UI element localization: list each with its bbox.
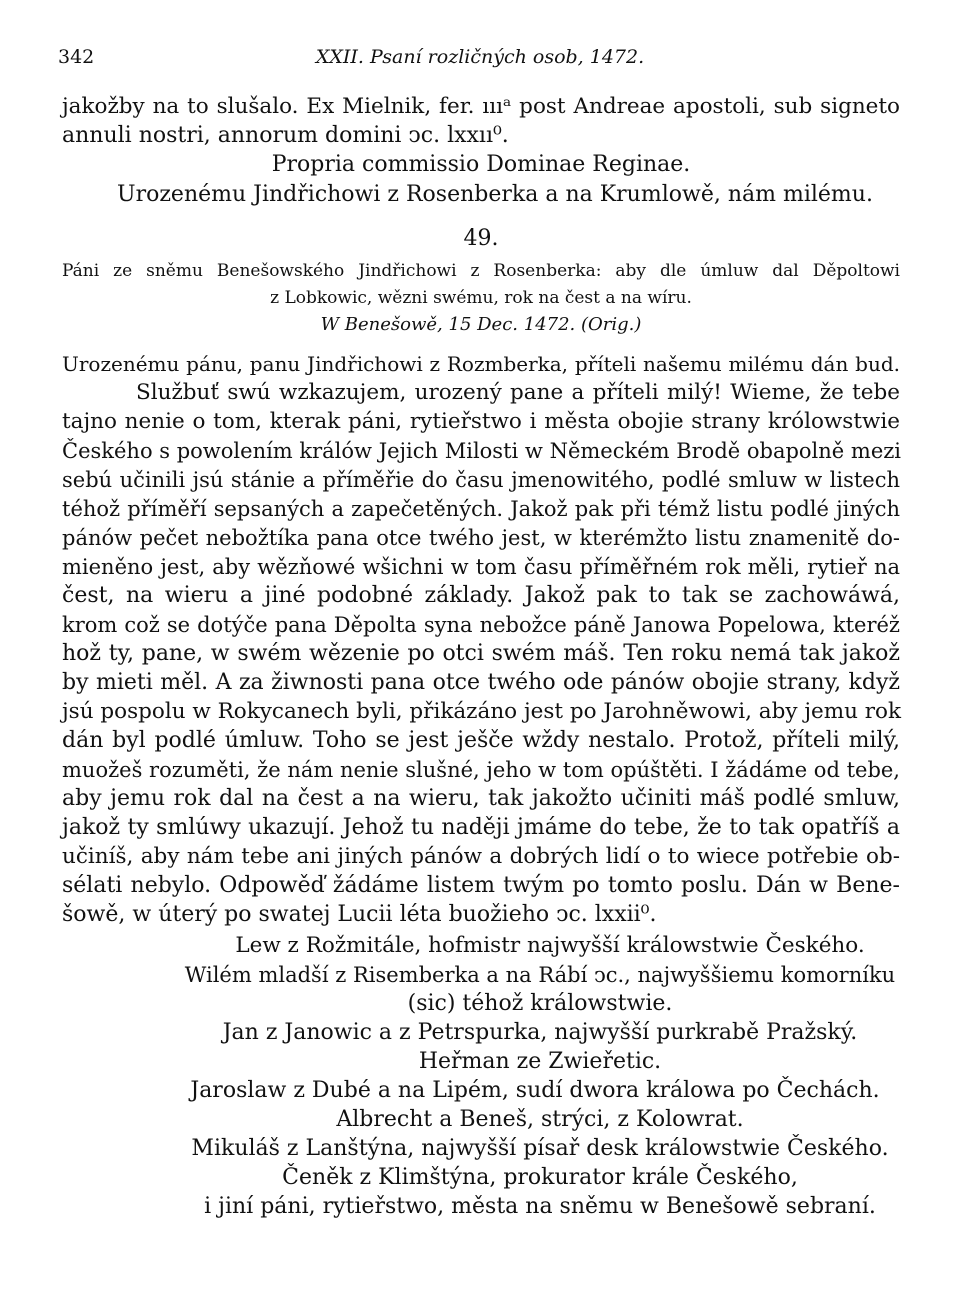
- body-line: učiníš, aby nám tebe ani jiných pánów a dobrých lidí o to wiece potřebie ob-: [62, 844, 900, 869]
- signature-line: Jaroslaw z Dubé a na Lipém, sudí dwora králowa po Čechách.: [190, 1078, 880, 1103]
- body-line: aby jemu rok dal na čest a na wieru, tak jakožto učiniti máš podlé smluw,: [62, 786, 900, 811]
- summary-line: z Lobkowic, wězni swému, rok na čest a na wíru.: [270, 288, 692, 308]
- body-line: jakož ty smlúwy ukazují. Jehož tu naději jmáme do tebe, že to tak opatříš a: [62, 815, 900, 840]
- body-line: šowě, w úterý po swatej Lucii léta buožieho ↄc. lxxii⁰.: [62, 902, 657, 927]
- body-line: hož ty, pane, w swém wězenie po otci swém máš. Ten roku nemá tak jakož: [62, 641, 900, 666]
- page-number: 342: [58, 46, 95, 68]
- body-line: pánów pečet nebožtíka pana otce twého jest, w kterémžto listu znamenitě do-: [62, 526, 900, 550]
- signature-line: Čeněk z Klimštýna, prokurator krále Českého,: [282, 1165, 798, 1190]
- body-line: jsú pospolu w Rokycanech byli, přikázáno jest po Jarohněwowi, aby jemu rok: [62, 699, 902, 724]
- signature-line: Mikuláš z Lanštýna, najwyšší písař desk králowstwie Českého.: [191, 1136, 889, 1161]
- signature-line: Wilém mladší z Risemberka a na Rábí ↄc., najwyššiemu komorníku: [184, 963, 896, 987]
- body-line: dán byl podlé úmluw. Toho se jest ješče wždy nestalo. Protož, příteli milý,: [62, 728, 900, 753]
- document-number: 49.: [463, 226, 499, 251]
- body-line: krom což se dotýče pana Děpolta syna nebožce páně Janowa Popelowa, kteréž: [62, 613, 900, 637]
- dateline: W Benešowě, 15 Dec. 1472. (Orig.): [320, 314, 642, 335]
- signature-line: Albrecht a Beneš, strýci, z Kolowrat.: [336, 1107, 744, 1132]
- body-line: Českého s powolením králów Jejich Milosti w Německém Brodě obapolně mezi: [62, 439, 902, 463]
- body-line: by mieti měl. A za žiwnosti pana otce twého ode pánów obojie strany, když: [62, 670, 900, 695]
- body-line: čest, na wieru a jiné podobné základy. Jakož pak to tak se zachowáwá,: [62, 583, 900, 608]
- body-line: téhož příměří sepsaných a zapečetěných. Jakož pak při témž listu podlé jiných: [62, 497, 900, 521]
- text-line: jakožby na to slušalo. Ex Mielnik, fer. ıııᵃ post Andreae apostoli, sub signeto: [62, 94, 900, 119]
- body-line: sebú učinili jsú stánie a příměřie do času jmenowitého, podlé smluw w listech: [62, 468, 900, 492]
- signature-line: Heřman ze Zwieřetic.: [418, 1049, 662, 1074]
- signature-line: (sic) téhož králowstwie.: [407, 991, 673, 1016]
- summary-line: Páni ze sněmu Benešowského Jindřichowi z Rosenberka: aby dle úmluw dal Děpoltowi: [62, 261, 900, 281]
- address-line: Urozenému Jindřichowi z Rosenberka a na Krumlowě, nám milému.: [117, 182, 873, 207]
- commission-note: Propria commissio Dominae Reginae.: [271, 152, 691, 177]
- body-line: Službuť swú wzkazujem, urozený pane a příteli milý! Wieme, že tebe: [136, 380, 900, 405]
- body-line: sélati nebylo. Odpowěď žádáme listem twým po tomto poslu. Dán w Bene-: [62, 873, 900, 898]
- body-line: muožeš rozuměti, že nám nenie slušné, jeho w tom opúštěti. I žádáme od tebe,: [62, 758, 900, 782]
- body-line: tajno nenie o tom, kterak páni, rytieřstwo i města obojie strany królowstwie: [62, 409, 900, 434]
- signature-line: i jiní páni, rytieřstwo, města na sněmu w Benešowě sebraní.: [204, 1194, 876, 1219]
- running-title: XXII. Psaní rozličných osob, 1472.: [315, 46, 645, 68]
- letter-address: Urozenému pánu, panu Jindřichowi z Rozmberka, příteli našemu milému dán bud.: [62, 352, 900, 376]
- body-line: mieněno jest, aby wězňowé wšichni w tom času příměřném rok měli, rytieř na: [62, 555, 900, 579]
- text-line: annuli nostri, annorum domini ↄc. lxxıı⁰.: [62, 123, 509, 148]
- signature-line: Jan z Janowic a z Petrspurka, najwyšší purkrabě Pražský.: [222, 1020, 858, 1045]
- signature-line: Lew z Rožmitále, hofmistr najwyšší králowstwie Českého.: [235, 933, 865, 958]
- page-header: [58, 46, 902, 76]
